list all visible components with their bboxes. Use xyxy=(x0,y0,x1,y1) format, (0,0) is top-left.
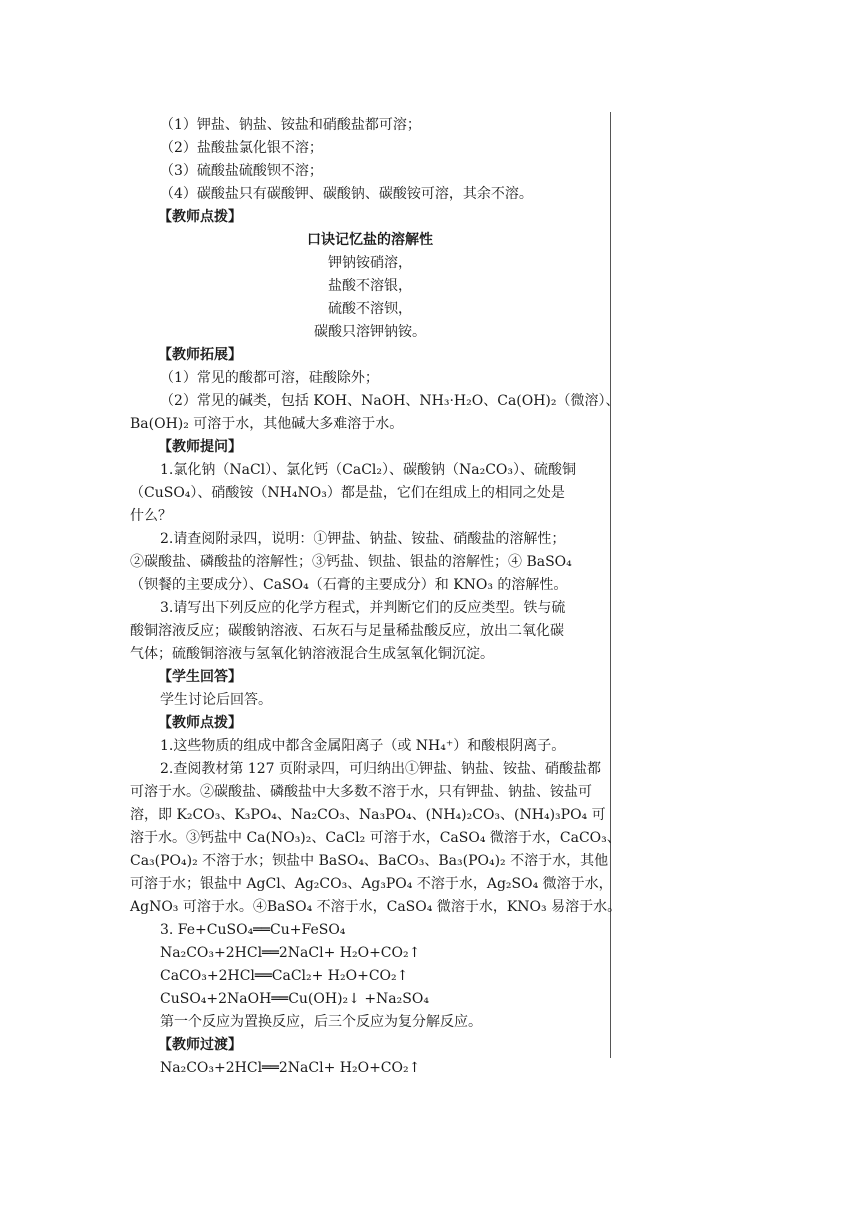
text-line: （CuSO₄）、硝酸铵（NH₄NO₃）都是盐，它们在组成上的相同之处是 xyxy=(130,485,565,501)
section-heading: 【教师拓展】 xyxy=(158,347,242,363)
equation-line: CuSO₄+2NaOH══Cu(OH)₂↓ +Na₂SO₄ xyxy=(160,991,429,1007)
text-line: 第一个反应为置换反应，后三个反应为复分解反应。 xyxy=(160,1014,482,1030)
text-line: （1）常见的酸都可溶，硅酸除外； xyxy=(160,370,379,386)
text-line: 溶于水。③钙盐中 Ca(NO₃)₂、CaCl₂ 可溶于水，CaSO₄ 微溶于水，CaCO₃、 xyxy=(130,830,621,846)
text-line: （3）硫酸盐硫酸钡不溶； xyxy=(160,163,323,179)
text-line: 1.氯化钠（NaCl）、氯化钙（CaCl₂）、碳酸钠（Na₂CO₃）、硫酸铜 xyxy=(160,462,577,478)
equation-line: CaCO₃+2HCl══CaCl₂+ H₂O+CO₂↑ xyxy=(160,968,409,984)
mnemonic-line: 盐酸不溶银， xyxy=(328,278,412,294)
section-heading: 【学生回答】 xyxy=(158,669,242,685)
section-heading: 【教师过渡】 xyxy=(158,1037,242,1053)
equation-line: 3. Fe+CuSO₄══Cu+FeSO₄ xyxy=(160,922,346,938)
text-line: 什么？ xyxy=(130,508,172,524)
text-line: ②碳酸盐、磷酸盐的溶解性；③钙盐、钡盐、银盐的溶解性；④ BaSO₄ xyxy=(130,554,572,570)
mnemonic-line: 碳酸只溶钾钠铵。 xyxy=(314,324,426,340)
text-line: AgNO₃ 可溶于水。④BaSO₄ 不溶于水，CaSO₄ 微溶于水，KNO₃ 易溶于水。 xyxy=(130,899,622,915)
mnemonic-line: 钾钠铵硝溶， xyxy=(328,255,412,271)
text-line: （2）盐酸盐氯化银不溶； xyxy=(160,140,323,156)
text-line: 3.请写出下列反应的化学方程式，并判断它们的反应类型。铁与硫 xyxy=(160,600,566,616)
text-line: 酸铜溶液反应；碳酸钠溶液、石灰石与足量稀盐酸反应，放出二氧化碳 xyxy=(130,623,564,639)
section-heading: 【教师提问】 xyxy=(158,439,242,455)
text-line: 学生讨论后回答。 xyxy=(160,692,272,708)
text-line: （钡餐的主要成分）、CaSO₄（石膏的主要成分）和 KNO₃ 的溶解性。 xyxy=(130,577,568,593)
text-line: （2）常见的碱类，包括 KOH、NaOH、NH₃·H₂O、Ca(OH)₂（微溶）、 xyxy=(160,393,620,409)
mnemonic-line: 硫酸不溶钡， xyxy=(328,301,412,317)
text-line: 2.请查阅附录四，说明：①钾盐、钠盐、铵盐、硝酸盐的溶解性； xyxy=(160,531,566,547)
section-heading: 【教师点拨】 xyxy=(158,209,242,225)
text-line: 气体；硫酸铜溶液与氢氧化钠溶液混合生成氢氧化铜沉淀。 xyxy=(130,646,494,662)
text-line: Ca₃(PO₄)₂ 不溶于水；钡盐中 BaSO₄、BaCO₃、Ba₃(PO₄)₂ 不溶于水，其他 xyxy=(130,853,609,869)
text-line: 可溶于水；银盐中 AgCl、Ag₂CO₃、Ag₃PO₄ 不溶于水，Ag₂SO₄ 微溶于水， xyxy=(130,876,613,892)
section-heading: 【教师点拨】 xyxy=(158,715,242,731)
text-line: （1）钾盐、钠盐、铵盐和硝酸盐都可溶； xyxy=(160,117,421,133)
text-line: 溶，即 K₂CO₃、K₃PO₄、Na₂CO₃、Na₃PO₄、(NH₄)₂CO₃、(NH₄)₃PO₄ 可 xyxy=(130,807,606,823)
text-line: 1.这些物质的组成中都含金属阳离子（或 NH₄⁺）和酸根阴离子。 xyxy=(160,738,566,754)
text-line: Ba(OH)₂ 可溶于水，其他碱大多难溶于水。 xyxy=(130,416,404,432)
equation-line: Na₂CO₃+2HCl══2NaCl+ H₂O+CO₂↑ xyxy=(160,1060,421,1076)
text-line: 可溶于水。②碳酸盐、磷酸盐中大多数不溶于水，只有钾盐、钠盐、铵盐可 xyxy=(130,784,592,800)
text-line: 2.查阅教材第 127 页附录四，可归纳出①钾盐、钠盐、铵盐、硝酸盐都 xyxy=(160,761,601,777)
text-line: （4）碳酸盐只有碳酸钾、碳酸钠、碳酸铵可溶，其余不溶。 xyxy=(160,186,533,202)
mnemonic-title: 口诀记忆盐的溶解性 xyxy=(307,232,433,248)
equation-line: Na₂CO₃+2HCl══2NaCl+ H₂O+CO₂↑ xyxy=(160,945,421,961)
